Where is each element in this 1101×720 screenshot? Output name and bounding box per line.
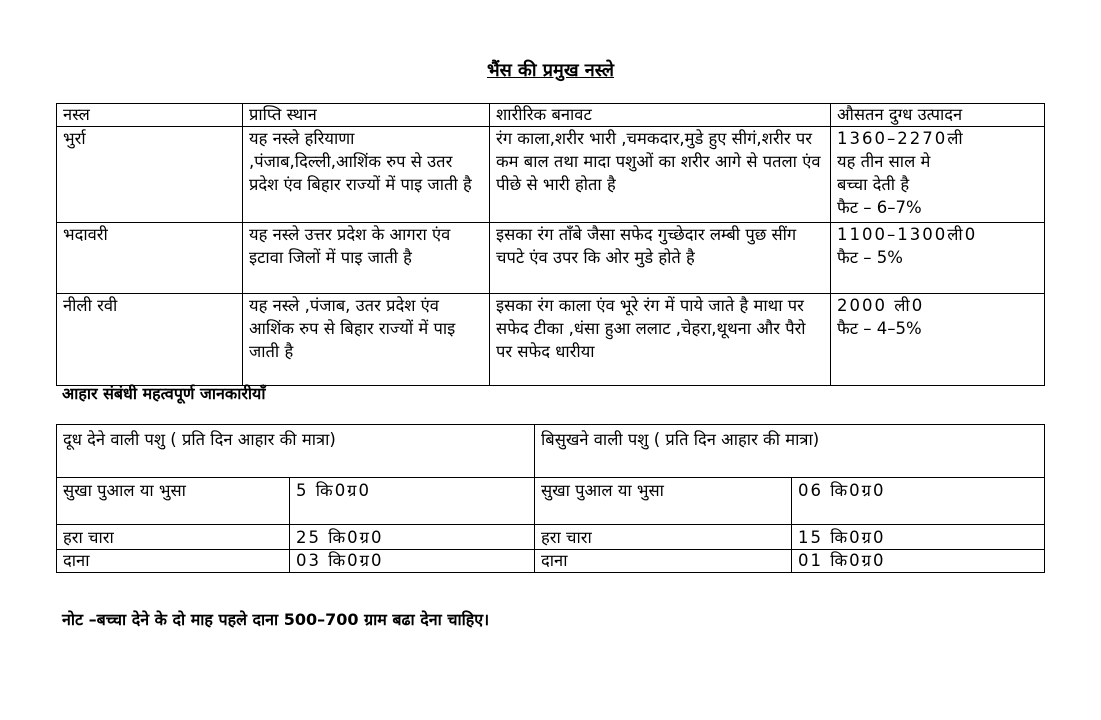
- dry-animal-header: बिसुखने वाली पशु ( प्रति दिन आहार की मात्रा): [535, 425, 1045, 478]
- fat-line: फैट – 4–5%: [837, 319, 922, 338]
- table-row: [57, 223, 1045, 294]
- feed-quantity: 25 कि0ग्र0: [290, 525, 535, 550]
- milk-line: बच्चा देती है: [837, 175, 910, 194]
- breeds-header-row: [57, 104, 1045, 127]
- feed-item: सुखा पुआल या भुसा: [57, 478, 290, 525]
- milking-animal-header: दूध देने वाली पशु ( प्रति दिन आहार की मात्रा): [57, 425, 535, 478]
- table-row: [57, 294, 1045, 386]
- table-row: [57, 525, 1045, 550]
- breed-milk: [831, 294, 1045, 386]
- feed-header-row: [57, 425, 1045, 478]
- breed-body: इसका रंग काला एंव भूरे रंग में पाये जाते है माथा पर सफेद टीका ,धंसा हुआ ललाट ,चेहरा,थूथना और पैरो पर सफेद धारीया: [490, 294, 831, 386]
- feed-item: दाना: [57, 550, 290, 573]
- header-milk: औसतन दुग्ध उत्पादन: [831, 104, 1045, 127]
- breed-body: रंग काला,शरीर भारी ,चमकदार,मुडे हुए सीगं,शरीर पर कम बाल तथा मादा पशुओं का शरीर आगे से पतला एंव पीछे से भारी होता है: [490, 127, 831, 223]
- breed-place: यह नस्ले उत्तर प्रदेश के आगरा एंव इटावा जिलों में पाइ जाती है: [243, 223, 490, 294]
- breed-milk: [831, 223, 1045, 294]
- feed-quantity: 15 कि0ग्र0: [792, 525, 1045, 550]
- header-place: प्राप्ति स्थान: [243, 104, 490, 127]
- feed-heading: आहार संबंधी महत्वपूर्ण जानकारीयॉं: [62, 384, 266, 403]
- feed-quantity: 01 कि0ग्र0: [792, 550, 1045, 573]
- feed-item: सुखा पुआल या भुसा: [535, 478, 792, 525]
- breed-place: यह नस्ले ,पंजाब, उतर प्रदेश एंव आशिंक रुप से बिहार राज्यों में पाइ जाती है: [243, 294, 490, 386]
- footnote: नोट –बच्चा देने के दो माह पहले दाना 500–700 ग्राम बढा देना चाहिए।: [62, 610, 490, 629]
- feed-quantity: 5 कि0ग्र0: [290, 478, 535, 525]
- breed-name: भुर्रा: [57, 127, 243, 223]
- breed-milk: [831, 127, 1045, 223]
- table-row: [57, 550, 1045, 573]
- milk-line: 2000 ली0: [837, 296, 925, 315]
- feed-quantity: 06 कि0ग्र0: [792, 478, 1045, 525]
- feed-quantity: 03 कि0ग्र0: [290, 550, 535, 573]
- header-breed: नस्ल: [57, 104, 243, 127]
- breed-body: इसका रंग ताँबे जैसा सफेद गुच्छेदार लम्बी पुछ सींग चपटे एंव उपर कि ओर मुडे होते है: [490, 223, 831, 294]
- fat-line: फैट – 5%: [837, 248, 903, 267]
- table-row: [57, 127, 1045, 223]
- breed-name: नीली रवी: [57, 294, 243, 386]
- breed-name: भदावरी: [57, 223, 243, 294]
- milk-line: 1360–2270ली: [837, 129, 965, 148]
- milk-line: 1100–1300ली0: [837, 225, 978, 244]
- feed-item: दाना: [535, 550, 792, 573]
- header-body: शारीरिक बनावट: [490, 104, 831, 127]
- feed-item: हरा चारा: [535, 525, 792, 550]
- breeds-table: [56, 103, 1045, 386]
- page-title: भैंस की प्रमुख नस्ले: [486, 60, 615, 81]
- feed-item: हरा चारा: [57, 525, 290, 550]
- breed-place: यह नस्ले हरियाणा ,पंजाब,दिल्ली,आशिंक रुप से उतर प्रदेश एंव बिहार राज्यों में पाइ जाती है: [243, 127, 490, 223]
- milk-line: यह तीन साल मे: [837, 152, 931, 171]
- table-row: [57, 478, 1045, 525]
- feed-table: [56, 424, 1045, 573]
- fat-line: फैट – 6–7%: [837, 198, 922, 217]
